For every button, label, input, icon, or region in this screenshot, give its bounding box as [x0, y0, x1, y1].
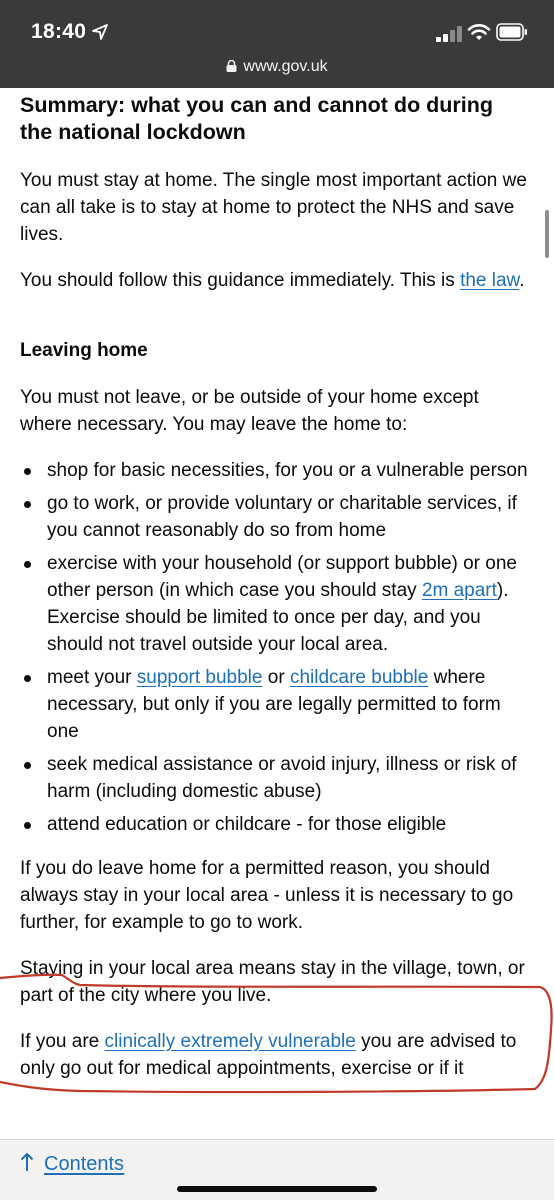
law-paragraph: You should follow this guidance immediately. This is the law.	[20, 270, 525, 291]
list-item: meet your support bubble or childcare bubble where necessary, but only if you are legally permitted to form one	[20, 664, 530, 745]
list-item: seek medical assistance or avoid injury, illness or risk of harm (including domestic abuse)	[20, 751, 530, 805]
intro-paragraph: You must stay at home. The single most important action we can all take is to stay at home to protect the NHS and save lives.	[20, 170, 527, 245]
signal-icon	[436, 26, 464, 42]
address-bar[interactable]	[0, 58, 554, 76]
status-bar	[0, 0, 554, 88]
support-bubble-link[interactable]: support bubble	[136, 667, 263, 688]
lock-icon	[226, 60, 237, 72]
battery-icon	[496, 23, 528, 41]
local-area-definition: Staying in your local area means stay in the village, town, or part of the city where you live.	[20, 958, 525, 1006]
leaving-home-paragraph: You must not leave, or be outside of your home except where necessary. You may leave the home to:	[20, 387, 479, 435]
local-area-paragraph: If you do leave home for a permitted reason, you should always stay in your local area - unless it is necessary to go further, for example to go to work.	[20, 858, 514, 933]
location-arrow-icon	[91, 23, 109, 41]
url-text: www.gov.uk	[243, 58, 328, 75]
article	[20, 92, 530, 1101]
childcare-bubble-link[interactable]: childcare bubble	[289, 667, 429, 688]
status-time: 18:40	[31, 20, 87, 43]
home-indicator[interactable]	[177, 1186, 377, 1192]
the-law-link[interactable]: the law	[460, 270, 520, 291]
contents-link[interactable]: Contents	[20, 1152, 124, 1176]
list-item: go to work, or provide voluntary or charitable services, if you cannot reasonably do so from home	[20, 490, 530, 544]
wifi-icon	[467, 22, 491, 42]
permitted-reasons-list	[20, 457, 530, 838]
clinically-extremely-vulnerable-link[interactable]: clinically extremely vulnerable	[104, 1031, 356, 1052]
list-item: exercise with your household (or support bubble) or one other person (in which case you should stay 2m apart). Exercise should be limited to once per day, and you should not travel outside your local area.	[20, 550, 530, 658]
clinically-vulnerable-paragraph: If you are clinically extremely vulnerable you are advised to only go out for medical appointments, exercise or if it	[20, 1031, 517, 1079]
arrow-up-icon	[20, 1152, 34, 1172]
list-item: shop for basic necessities, for you or a vulnerable person	[20, 457, 530, 484]
page-title: Summary: what you can and cannot do during the national lockdown	[20, 93, 494, 144]
list-item: attend education or childcare - for those eligible	[20, 811, 530, 838]
2m-apart-link[interactable]: 2m apart	[421, 580, 497, 601]
leaving-home-heading: Leaving home	[20, 340, 148, 361]
footer-bar	[0, 1139, 554, 1200]
scroll-indicator[interactable]	[545, 210, 549, 258]
